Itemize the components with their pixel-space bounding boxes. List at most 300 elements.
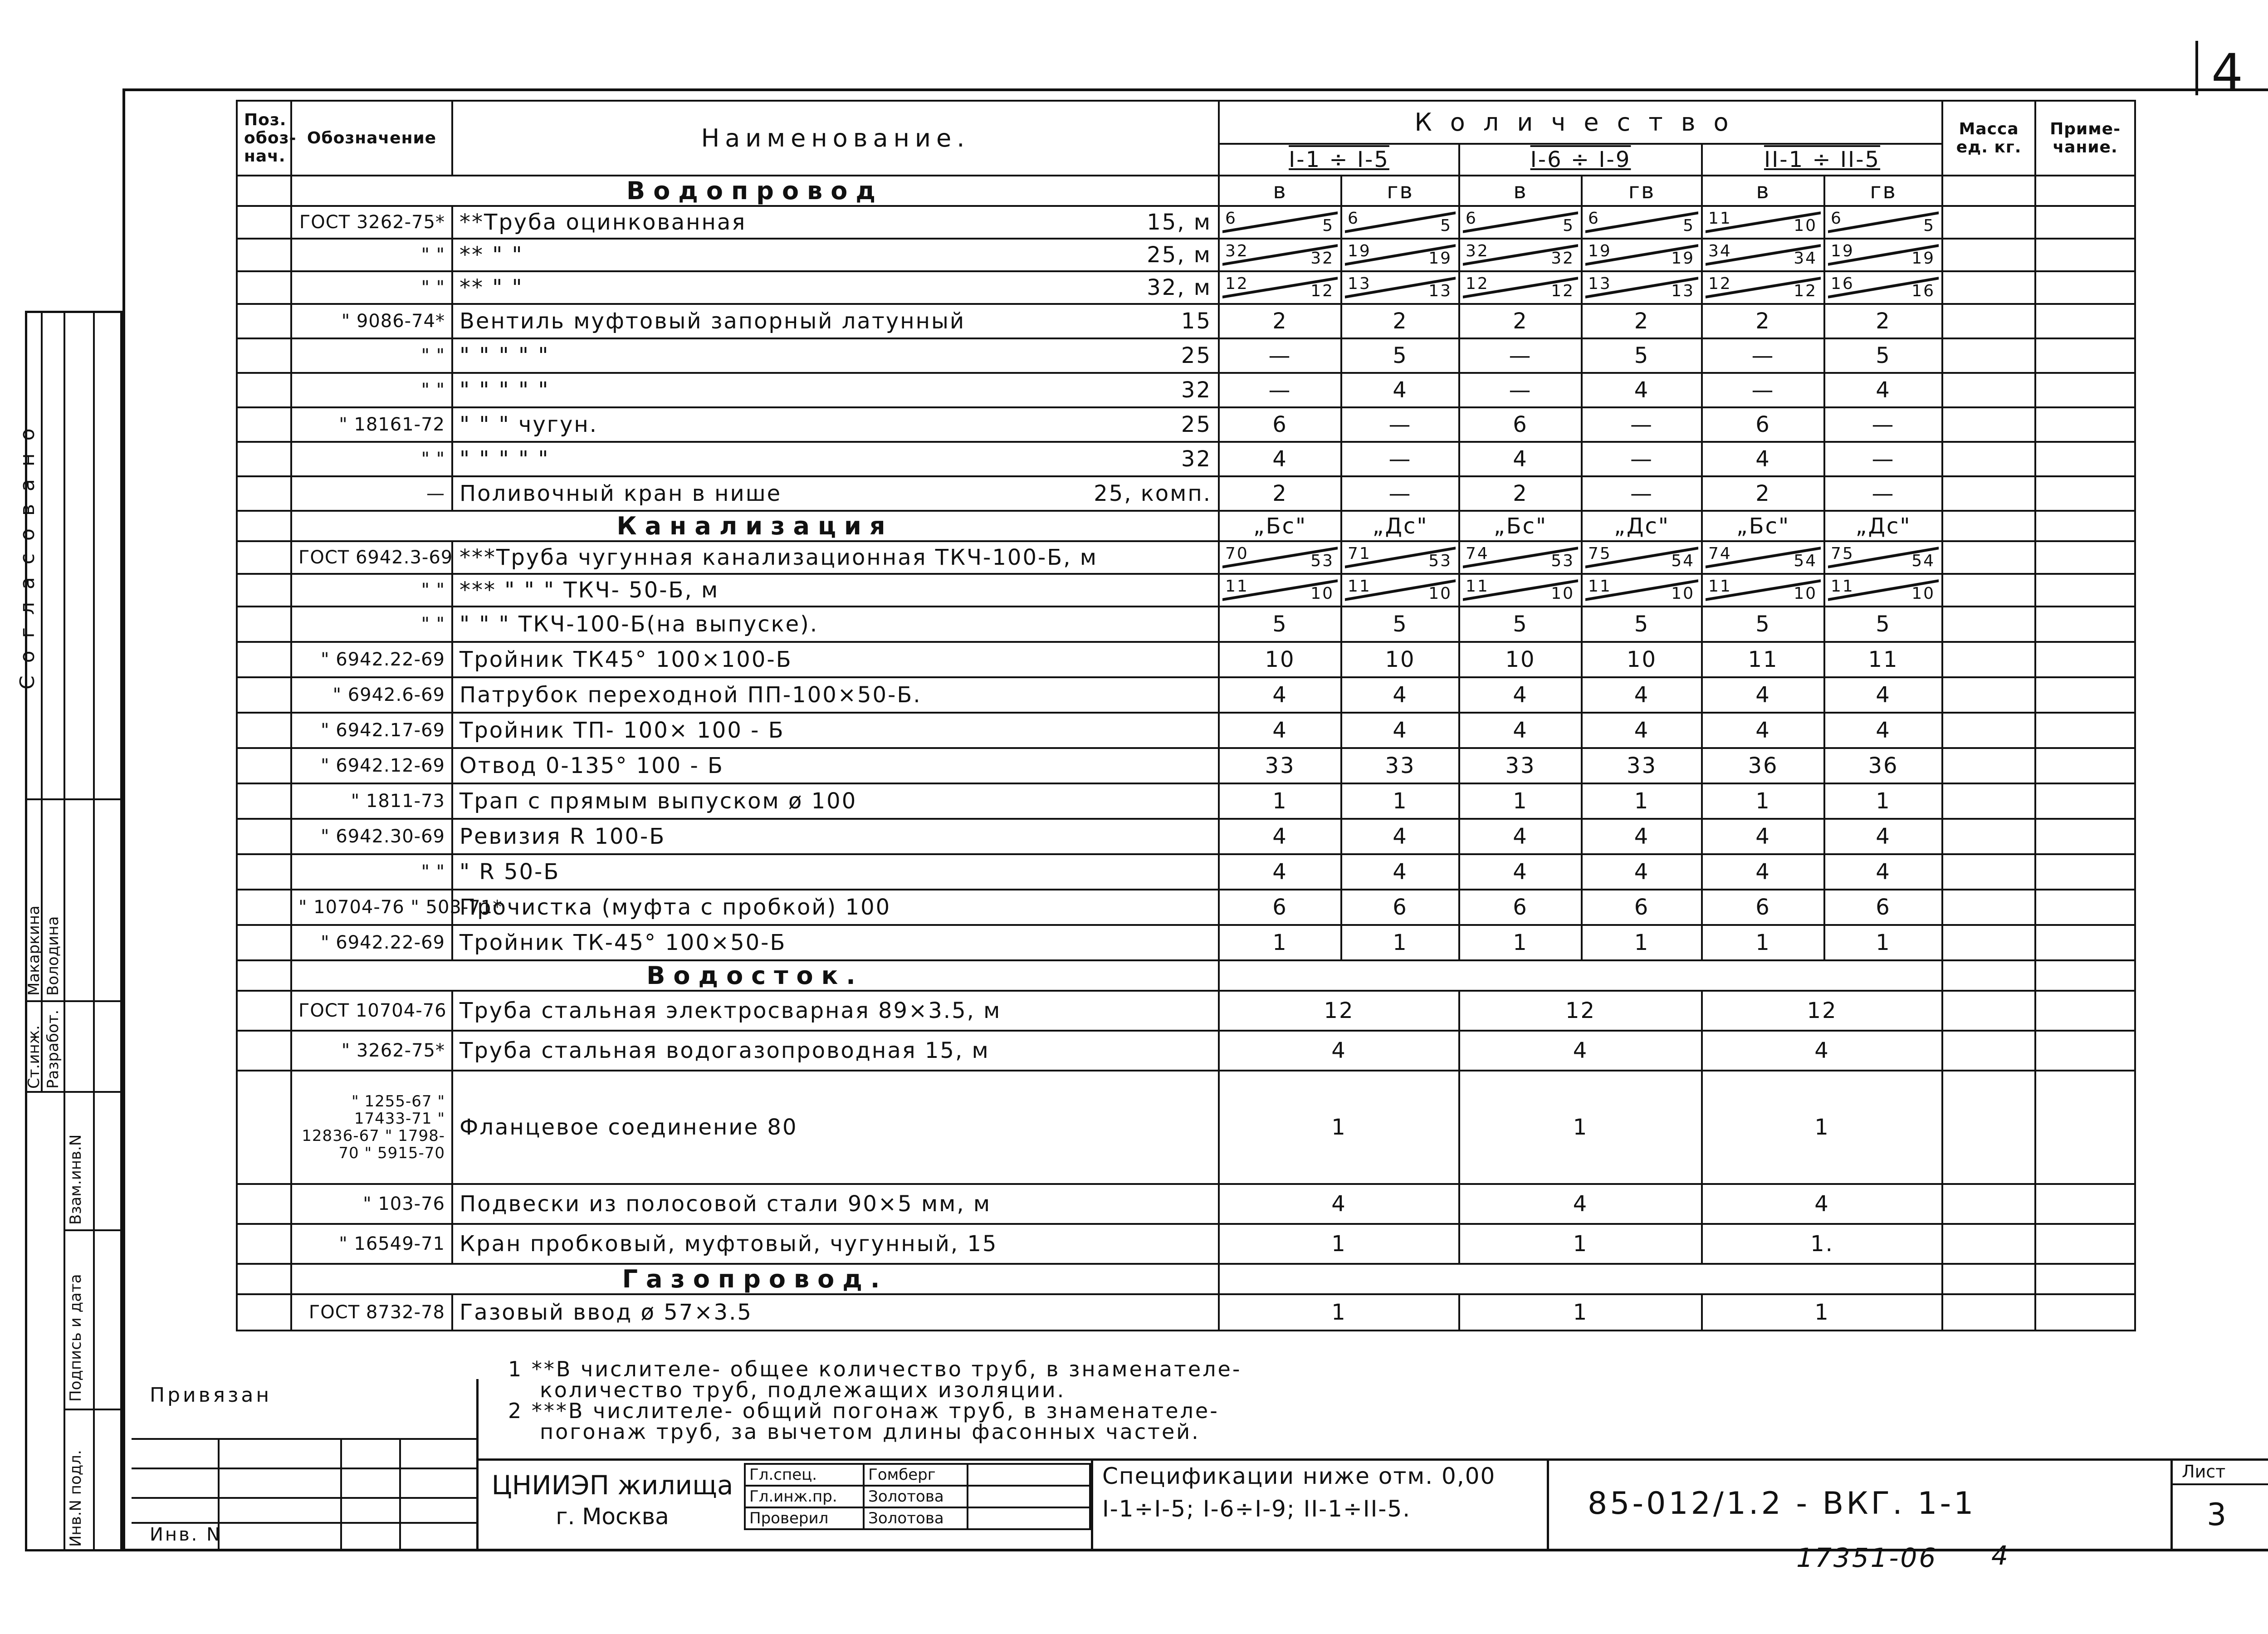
mass-cell bbox=[1942, 925, 2035, 960]
qty-cell: 4 bbox=[1219, 1031, 1459, 1071]
left-margin-divider-2 bbox=[64, 311, 65, 1551]
footnotes bbox=[508, 1359, 1242, 1442]
qty-cell: 4 bbox=[1219, 713, 1341, 748]
note-cell bbox=[2035, 442, 2135, 476]
item-name: Тройник ТК45° 100×100-Б bbox=[459, 647, 792, 672]
mass-cell bbox=[1942, 819, 2035, 854]
fraction-denominator: 53 bbox=[1310, 552, 1334, 570]
empty-cell bbox=[1942, 511, 2035, 541]
note-cell bbox=[2035, 1184, 2135, 1224]
fraction-denominator: 53 bbox=[1428, 552, 1452, 570]
qty-cell: 33 bbox=[1219, 748, 1341, 783]
mass-cell bbox=[1942, 442, 2035, 476]
qty-fraction-cell bbox=[1582, 541, 1702, 574]
qty-cell: 4 bbox=[1341, 819, 1459, 854]
pos-cell bbox=[237, 407, 291, 442]
name-cell bbox=[452, 819, 1219, 854]
fraction-numerator: 12 bbox=[1708, 274, 1732, 293]
qty-cell: 1 bbox=[1341, 925, 1459, 960]
fraction-denominator: 19 bbox=[1671, 249, 1695, 268]
left-margin-h4 bbox=[64, 1229, 122, 1231]
section-sewer-title: Канализация bbox=[291, 511, 1219, 541]
qty-cell: 4 bbox=[1702, 819, 1824, 854]
qty-cell: 6 bbox=[1702, 407, 1824, 442]
qty-fraction-cell bbox=[1459, 239, 1582, 271]
header-oboz: Обозначение bbox=[291, 101, 452, 176]
pos-cell bbox=[237, 642, 291, 677]
sub-header: в bbox=[1219, 176, 1341, 206]
fraction-denominator: 12 bbox=[1310, 282, 1334, 300]
qty-fraction-cell bbox=[1459, 206, 1582, 239]
qty-cell: 6 bbox=[1219, 407, 1341, 442]
note-cell bbox=[2035, 541, 2135, 574]
fraction bbox=[1585, 276, 1698, 299]
fraction-numerator: 11 bbox=[1466, 577, 1489, 596]
oboz-cell: " " bbox=[291, 854, 452, 890]
pos-cell bbox=[237, 1294, 291, 1331]
qty-cell: — bbox=[1824, 407, 1942, 442]
oboz-cell: " 6942.6-69 bbox=[291, 677, 452, 713]
item-name: " R 50-Б bbox=[459, 859, 560, 885]
qty-fraction-cell bbox=[1219, 541, 1341, 574]
stamp-org bbox=[483, 1470, 742, 1530]
note-cell bbox=[2035, 748, 2135, 783]
qty-cell: 2 bbox=[1582, 304, 1702, 338]
note-cell bbox=[2035, 925, 2135, 960]
fraction-denominator: 32 bbox=[1310, 249, 1334, 268]
qty-cell: 12 bbox=[1219, 991, 1459, 1031]
note-cell bbox=[2035, 1031, 2135, 1071]
pos-cell bbox=[237, 541, 291, 574]
qty-cell: 4 bbox=[1219, 819, 1341, 854]
soglasovano-label: Согласовано bbox=[16, 416, 39, 690]
mass-cell bbox=[1942, 407, 2035, 442]
pos-cell bbox=[237, 854, 291, 890]
pos-cell bbox=[237, 206, 291, 239]
fraction-numerator: 6 bbox=[1348, 209, 1359, 228]
fraction-numerator: 12 bbox=[1225, 274, 1249, 293]
fraction-slash bbox=[1828, 210, 1939, 234]
qty-cell: 5 bbox=[1824, 607, 1942, 642]
fraction-numerator: 71 bbox=[1348, 544, 1371, 563]
qty-cell: 33 bbox=[1341, 748, 1459, 783]
fraction-numerator: 11 bbox=[1708, 209, 1732, 228]
qty-cell: 4 bbox=[1824, 819, 1942, 854]
qty-cell: — bbox=[1824, 442, 1942, 476]
qty-cell: 6 bbox=[1459, 407, 1582, 442]
section-water-title: Водопровод bbox=[291, 176, 1219, 206]
qty-cell: 4 bbox=[1824, 677, 1942, 713]
note-cell bbox=[2035, 1071, 2135, 1184]
note-cell bbox=[2035, 607, 2135, 642]
qty-fraction-cell bbox=[1341, 541, 1459, 574]
footnote-1a: 1 **В числителе- общее количество труб, в знаменателе- bbox=[508, 1357, 1242, 1381]
qty-cell: 4 bbox=[1459, 819, 1582, 854]
fraction bbox=[1222, 546, 1338, 569]
fraction-numerator: 75 bbox=[1588, 544, 1612, 563]
table-row bbox=[237, 713, 2135, 748]
mass-cell bbox=[1942, 783, 2035, 819]
stamp-signature bbox=[968, 1486, 1090, 1507]
mass-cell bbox=[1942, 607, 2035, 642]
fraction-numerator: 11 bbox=[1348, 577, 1371, 596]
stamp-org-name: ЦНИИЭП жилища bbox=[491, 1470, 733, 1501]
qty-cell: 2 bbox=[1341, 304, 1459, 338]
qty-cell: 4 bbox=[1702, 854, 1824, 890]
qty-cell: 1 bbox=[1702, 925, 1824, 960]
table-row bbox=[237, 925, 2135, 960]
sub-header: „Дс" bbox=[1582, 511, 1702, 541]
fraction-denominator: 10 bbox=[1428, 584, 1452, 603]
qty-cell: 1. bbox=[1702, 1224, 1942, 1264]
qty-cell: 1 bbox=[1341, 783, 1459, 819]
stamp-role: Проверил bbox=[745, 1507, 864, 1529]
pos-cell bbox=[237, 1224, 291, 1264]
qty-cell: 4 bbox=[1582, 373, 1702, 407]
st-inzh-label: Ст.инж. bbox=[25, 1025, 43, 1089]
item-size: 25 bbox=[1181, 343, 1212, 368]
qty-cell: 1 bbox=[1219, 783, 1341, 819]
empty-cell bbox=[1219, 1264, 1942, 1294]
qty-fraction-cell bbox=[1824, 271, 1942, 304]
privyazan-line-2 bbox=[132, 1468, 476, 1469]
qty-cell: 1 bbox=[1582, 925, 1702, 960]
mass-cell bbox=[1942, 206, 2035, 239]
fraction-denominator: 5 bbox=[1563, 216, 1574, 235]
sub-header: „Дс" bbox=[1341, 511, 1459, 541]
pos-cell bbox=[237, 304, 291, 338]
footnote-1b: количество труб, подлежащих изоляции. bbox=[540, 1378, 1066, 1402]
stamp-list-hline bbox=[2170, 1483, 2268, 1485]
pos-cell bbox=[237, 713, 291, 748]
stamp-divider-3 bbox=[2170, 1458, 2173, 1551]
qty-cell: 4 bbox=[1219, 677, 1341, 713]
item-name: ***Труба чугунная канализационная ТКЧ-100-Б, м bbox=[459, 545, 1098, 570]
qty-cell: 6 bbox=[1219, 890, 1341, 925]
qty-cell: 5 bbox=[1824, 338, 1942, 373]
oboz-cell: " " bbox=[291, 338, 452, 373]
pos-cell bbox=[237, 819, 291, 854]
fraction bbox=[1345, 276, 1456, 299]
qty-cell: 4 bbox=[1702, 713, 1824, 748]
name-cell bbox=[452, 442, 1219, 476]
qty-cell: 1 bbox=[1824, 925, 1942, 960]
table-row bbox=[237, 642, 2135, 677]
empty-cell bbox=[237, 960, 291, 991]
note-cell bbox=[2035, 890, 2135, 925]
pos-cell bbox=[237, 783, 291, 819]
fraction-numerator: 13 bbox=[1348, 274, 1371, 293]
item-name: " " " " " bbox=[459, 343, 550, 368]
oboz-cell: " 6942.30-69 bbox=[291, 819, 452, 854]
qty-cell: 2 bbox=[1219, 476, 1341, 511]
table-row bbox=[237, 890, 2135, 925]
mass-cell bbox=[1942, 677, 2035, 713]
name-cell bbox=[452, 713, 1219, 748]
item-name: " " " " " bbox=[459, 377, 550, 403]
table-row bbox=[237, 819, 2135, 854]
header-note: Приме-чание. bbox=[2035, 101, 2135, 176]
qty-cell: 1 bbox=[1702, 1294, 1942, 1331]
qty-cell: 6 bbox=[1459, 890, 1582, 925]
item-name: Патрубок переходной ПП-100×50-Б. bbox=[459, 682, 922, 708]
oboz-cell: " 6942.17-69 bbox=[291, 713, 452, 748]
table-row bbox=[237, 206, 2135, 239]
table-row bbox=[237, 338, 2135, 373]
pos-cell bbox=[237, 373, 291, 407]
name-cell bbox=[452, 677, 1219, 713]
oboz-cell: " 1811-73 bbox=[291, 783, 452, 819]
table-row bbox=[237, 574, 2135, 607]
fraction bbox=[1585, 546, 1698, 569]
vzam-inv-label: Взам.инв.N bbox=[67, 1134, 85, 1225]
mass-cell bbox=[1942, 748, 2035, 783]
pos-cell bbox=[237, 442, 291, 476]
oboz-cell: " " bbox=[291, 442, 452, 476]
header-group3: II-1 ÷ II-5 bbox=[1702, 144, 1942, 176]
name-cell bbox=[452, 748, 1219, 783]
section-water-row bbox=[237, 176, 2135, 206]
item-name: Трап с прямым выпуском ø 100 bbox=[459, 788, 857, 814]
fraction-denominator: 13 bbox=[1428, 282, 1452, 300]
qty-fraction-cell bbox=[1459, 541, 1582, 574]
qty-cell: 6 bbox=[1341, 890, 1459, 925]
fraction-numerator: 12 bbox=[1466, 274, 1489, 293]
qty-fraction-cell bbox=[1702, 541, 1824, 574]
oboz-cell: " " bbox=[291, 271, 452, 304]
stamp-title-line2: I-1÷I-5; I-6÷I-9; II-1÷II-5. bbox=[1102, 1496, 1411, 1522]
mass-cell bbox=[1942, 239, 2035, 271]
oboz-cell: " 6942.22-69 bbox=[291, 925, 452, 960]
name-cell bbox=[452, 1224, 1219, 1264]
fraction-numerator: 70 bbox=[1225, 544, 1249, 563]
sub-header: „Дс" bbox=[1824, 511, 1942, 541]
name-cell bbox=[452, 1071, 1219, 1184]
item-name: Кран пробковый, муфтовый, чугунный, 15 bbox=[459, 1231, 998, 1257]
fraction bbox=[1828, 276, 1939, 299]
fraction bbox=[1222, 210, 1338, 234]
qty-cell: 1 bbox=[1824, 783, 1942, 819]
fraction-slash bbox=[1585, 210, 1698, 234]
oboz-cell: " " bbox=[291, 607, 452, 642]
table-row bbox=[237, 476, 2135, 511]
fraction-numerator: 19 bbox=[1831, 242, 1854, 260]
podpis-data-label: Подпись и дата bbox=[67, 1274, 85, 1402]
item-name: Фланцевое соединение 80 bbox=[459, 1115, 798, 1140]
bottom-handwritten-number: 17351-06 bbox=[1796, 1542, 1938, 1573]
qty-cell: 2 bbox=[1459, 304, 1582, 338]
table-row bbox=[237, 1071, 2135, 1184]
fraction bbox=[1222, 578, 1338, 602]
left-margin-h3 bbox=[25, 1091, 122, 1093]
pos-cell bbox=[237, 748, 291, 783]
name-cell bbox=[452, 407, 1219, 442]
item-name: ** " " bbox=[459, 242, 523, 268]
fraction-numerator: 6 bbox=[1831, 209, 1843, 228]
mass-cell bbox=[1942, 476, 2035, 511]
note-cell bbox=[2035, 783, 2135, 819]
qty-cell: — bbox=[1459, 338, 1582, 373]
qty-cell: — bbox=[1341, 442, 1459, 476]
sub-header: „Бс" bbox=[1702, 511, 1824, 541]
fraction-denominator: 5 bbox=[1440, 216, 1452, 235]
fraction-denominator: 16 bbox=[1911, 282, 1936, 300]
name-cell bbox=[452, 476, 1219, 511]
qty-cell: 2 bbox=[1824, 304, 1942, 338]
item-name: Газовый ввод ø 57×3.5 bbox=[459, 1300, 753, 1325]
fraction bbox=[1828, 243, 1939, 267]
qty-cell: 1 bbox=[1459, 925, 1582, 960]
note-cell bbox=[2035, 476, 2135, 511]
item-name: ** " " bbox=[459, 275, 523, 300]
empty-cell bbox=[237, 511, 291, 541]
name-cell bbox=[452, 206, 1219, 239]
name-cell bbox=[452, 642, 1219, 677]
item-name: Поливочный кран в нише bbox=[459, 481, 782, 506]
sub-header: в bbox=[1702, 176, 1824, 206]
stamp-person: Гомберг bbox=[864, 1464, 968, 1486]
table-row bbox=[237, 607, 2135, 642]
qty-fraction-cell bbox=[1459, 574, 1582, 607]
qty-cell: 2 bbox=[1702, 476, 1824, 511]
qty-cell: 36 bbox=[1824, 748, 1942, 783]
fraction-denominator: 54 bbox=[1671, 552, 1695, 570]
qty-fraction-cell bbox=[1582, 239, 1702, 271]
footnote-2b: погонаж труб, за вычетом длины фасонных частей. bbox=[540, 1419, 1200, 1444]
qty-fraction-cell bbox=[1824, 541, 1942, 574]
qty-cell: 4 bbox=[1219, 442, 1341, 476]
header-qty: Количество bbox=[1219, 101, 1942, 144]
note-cell bbox=[2035, 304, 2135, 338]
qty-cell: 33 bbox=[1582, 748, 1702, 783]
qty-fraction-cell bbox=[1219, 206, 1341, 239]
fraction-denominator: 53 bbox=[1551, 552, 1574, 570]
qty-cell: 4 bbox=[1582, 819, 1702, 854]
stamp-signature bbox=[968, 1507, 1090, 1529]
qty-cell: 5 bbox=[1459, 607, 1582, 642]
fraction-numerator: 75 bbox=[1831, 544, 1854, 563]
fraction-denominator: 10 bbox=[1911, 584, 1936, 603]
fraction-slash bbox=[1463, 210, 1578, 234]
qty-cell: 4 bbox=[1219, 854, 1341, 890]
name-cell bbox=[452, 925, 1219, 960]
st-inzh-name: Макаркина bbox=[25, 905, 43, 996]
spec-table bbox=[236, 100, 2136, 1331]
section-drain-row bbox=[237, 960, 2135, 991]
fraction bbox=[1585, 243, 1698, 267]
qty-cell: 36 bbox=[1702, 748, 1824, 783]
fraction bbox=[1222, 243, 1338, 267]
name-cell bbox=[452, 373, 1219, 407]
pos-cell bbox=[237, 271, 291, 304]
qty-cell: 4 bbox=[1459, 1184, 1702, 1224]
empty-cell bbox=[2035, 960, 2135, 991]
pos-cell bbox=[237, 677, 291, 713]
stamp-code: 85-012/1.2 - ВКГ. 1-1 bbox=[1588, 1486, 1976, 1521]
name-cell bbox=[452, 783, 1219, 819]
oboz-cell: " 6942.12-69 bbox=[291, 748, 452, 783]
item-name: Труба стальная электросварная 89×3.5, м bbox=[459, 998, 1002, 1023]
mass-cell bbox=[1942, 1031, 2035, 1071]
fraction bbox=[1345, 243, 1456, 267]
qty-fraction-cell bbox=[1824, 574, 1942, 607]
fraction bbox=[1345, 578, 1456, 602]
qty-cell: 12 bbox=[1459, 991, 1702, 1031]
table-row bbox=[237, 1294, 2135, 1331]
bottom-handwritten-digit: 4 bbox=[1991, 1540, 2008, 1571]
stamp-signatures bbox=[744, 1463, 1091, 1530]
qty-cell: 2 bbox=[1459, 476, 1582, 511]
stamp-person: Золотова bbox=[864, 1486, 968, 1507]
qty-fraction-cell bbox=[1341, 239, 1459, 271]
name-cell bbox=[452, 574, 1219, 607]
fraction-denominator: 19 bbox=[1428, 249, 1452, 268]
pos-cell bbox=[237, 991, 291, 1031]
qty-cell: 1 bbox=[1219, 1294, 1459, 1331]
pos-cell bbox=[237, 1031, 291, 1071]
mass-cell bbox=[1942, 1294, 2035, 1331]
pos-cell bbox=[237, 1184, 291, 1224]
qty-cell: 1 bbox=[1219, 925, 1341, 960]
oboz-cell: " 18161-72 bbox=[291, 407, 452, 442]
empty-cell bbox=[1942, 1264, 2035, 1294]
qty-cell: 4 bbox=[1702, 442, 1824, 476]
qty-fraction-cell bbox=[1824, 239, 1942, 271]
qty-cell: 4 bbox=[1459, 1031, 1702, 1071]
stamp-list-number: 3 bbox=[2207, 1497, 2227, 1533]
stamp-list-label: Лист bbox=[2182, 1462, 2226, 1482]
qty-cell: 4 bbox=[1702, 677, 1824, 713]
note-cell bbox=[2035, 1224, 2135, 1264]
item-size: 25 bbox=[1181, 412, 1212, 437]
pos-cell bbox=[237, 1071, 291, 1184]
name-cell bbox=[452, 991, 1219, 1031]
mass-cell bbox=[1942, 271, 2035, 304]
fraction-numerator: 19 bbox=[1588, 242, 1612, 260]
fraction bbox=[1585, 210, 1698, 234]
qty-cell: 1 bbox=[1582, 783, 1702, 819]
stamp-role: Гл.спец. bbox=[745, 1464, 864, 1486]
qty-cell: 4 bbox=[1582, 713, 1702, 748]
fraction bbox=[1463, 546, 1578, 569]
table-row bbox=[237, 442, 2135, 476]
stamp-divider-2 bbox=[1547, 1458, 1549, 1551]
pos-cell bbox=[237, 925, 291, 960]
note-cell bbox=[2035, 854, 2135, 890]
mass-cell bbox=[1942, 373, 2035, 407]
note-cell bbox=[2035, 642, 2135, 677]
stamp-row bbox=[745, 1464, 1090, 1486]
name-cell bbox=[452, 854, 1219, 890]
fraction bbox=[1463, 210, 1578, 234]
qty-cell: — bbox=[1459, 373, 1582, 407]
table-row bbox=[237, 271, 2135, 304]
qty-fraction-cell bbox=[1824, 206, 1942, 239]
qty-cell: 2 bbox=[1702, 304, 1824, 338]
stamp-title-line1: Спецификации ниже отм. 0,00 bbox=[1102, 1463, 1496, 1489]
fraction-numerator: 6 bbox=[1466, 209, 1477, 228]
fraction-denominator: 54 bbox=[1911, 552, 1936, 570]
fraction bbox=[1828, 578, 1939, 602]
fraction-numerator: 19 bbox=[1348, 242, 1371, 260]
header-row bbox=[237, 101, 2135, 144]
qty-cell: 1 bbox=[1702, 783, 1824, 819]
footnote-2a: 2 ***В числителе- общий погонаж труб, в знаменателе- bbox=[508, 1399, 1219, 1423]
oboz-cell: " " bbox=[291, 239, 452, 271]
left-margin-h5 bbox=[64, 1409, 122, 1410]
oboz-cell: " " bbox=[291, 574, 452, 607]
section-sewer-row bbox=[237, 511, 2135, 541]
